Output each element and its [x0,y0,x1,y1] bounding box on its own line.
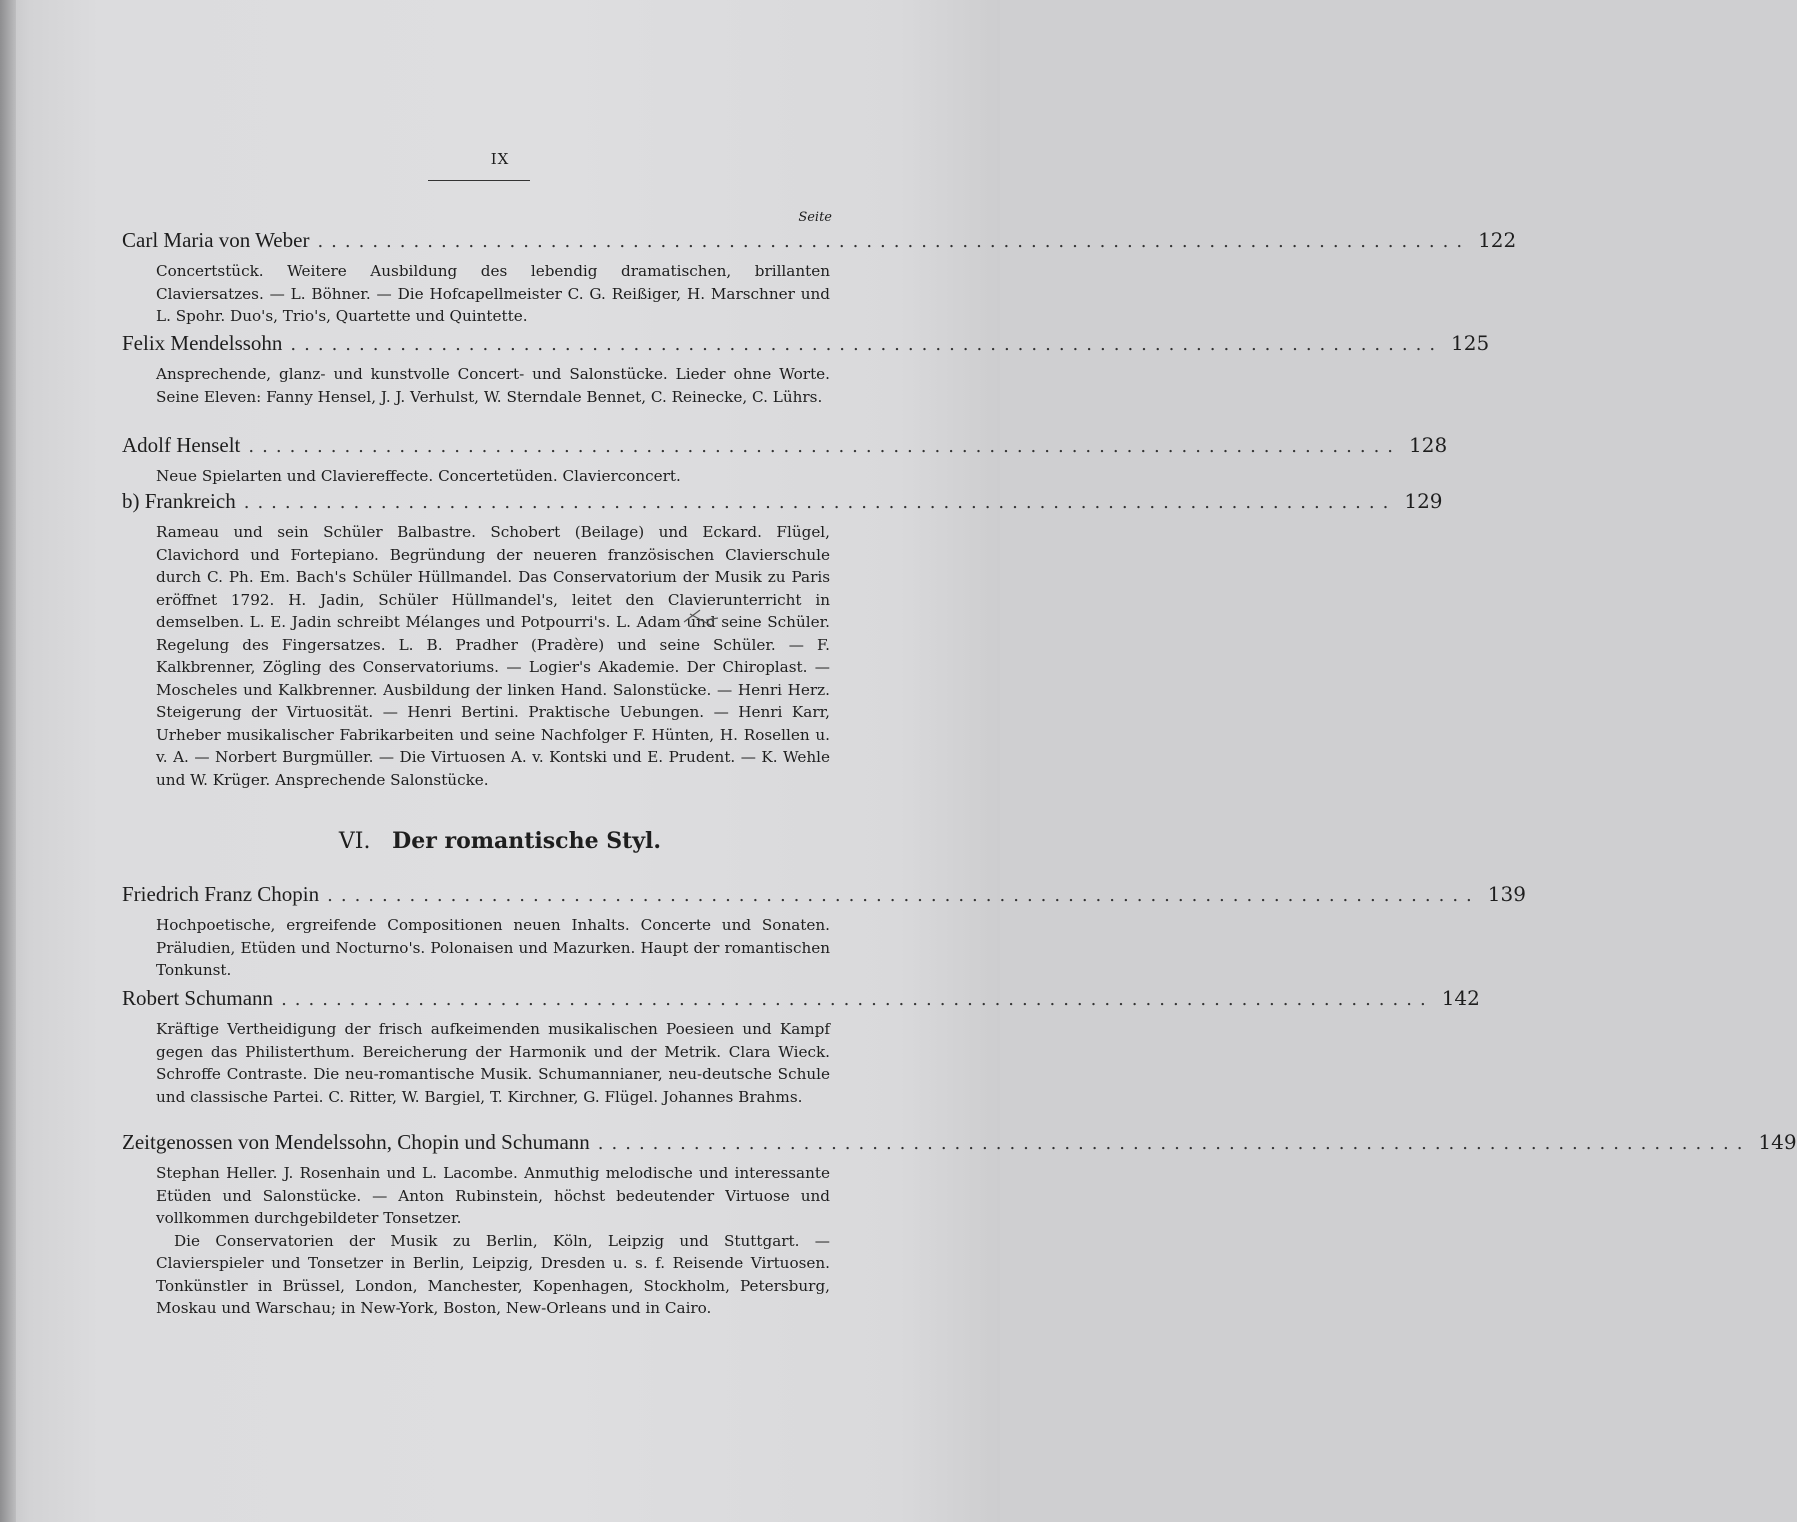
entry-description-continued: Die Conservatorien der Musik zu Berlin, Köln, Leipzig und Stuttgart. — Clavierspieler und Tonsetzer in Berlin, Leipzig, Dresden u. s. f. Reisende Virtuosen. Tonkünstler in Brüssel, London, Manchester, Kopenhagen, Stockholm, Petersburg, Moskau und Warschau; in New-York, Boston, New-Orleans und in Cairo. [156,1231,830,1317]
toc-entry-schumann [122,984,1480,1108]
entry-title: Friedrich Franz Chopin [122,882,320,906]
entry-description: Stephan Heller. J. Rosenhain und L. Lacombe. Anmuthig melodische und interessante Etüden und Salonstücke. — Anton Rubinstein, höchst bedeutender Virtuose und vollkommen durchgebildeter Tonsetzer. [156,1164,830,1227]
toc-entry-henselt [122,431,1448,488]
leader-dots: .................................................................................... [243,492,1397,513]
entry-page-number: 139 [1487,882,1526,906]
entry-page-number: 129 [1404,489,1443,513]
entry-description: Hochpoetische, ergreifende Compositionen neuen Inhalts. Concerte und Sonaten. Präludien, Etüden und Nocturno's. Polonaisen und Mazurken. Haupt der romantischen Tonkunst. [156,916,830,979]
entry-title: Adolf Henselt [122,433,241,457]
leader-dots: .................................................................................... [327,885,1480,906]
page-number: IX [490,150,510,168]
pencil-mark-icon [682,604,722,634]
leader-dots: .................................................................................... [248,436,1402,457]
section-heading [0,828,1000,854]
page-gutter [0,0,16,1522]
entry-title: Felix Mendelssohn [122,331,283,355]
entry-description: Concertstück. Weitere Ausbildung des lebendig dramatischen, brillanten Claviersatzes. — L. Böhner. — Die Hofcapellmeister C. G. Reißiger, H. Marschner und L. Spohr. Duo's, Trio's, Quartette und Quintette. [156,262,830,325]
section-title: Der romantische Styl. [392,828,662,854]
toc-entry-chopin [122,880,1526,982]
toc-entry-frankreich [122,487,1443,791]
entry-description: Rameau und sein Schüler Balbastre. Schobert (Beilage) und Eckard. Flügel, Clavichord und Fortepiano. Begründung der neueren französischen Clavierschule durch C. Ph. Em. Bach's Schüler Hüllmandel. Das Conservatorium der Musik zu Paris eröffnet 1792. H. Jadin, Schüler Hüllmandel's, leitet den Clavierunterricht in demselben. L. E. Jadin schreibt Mélanges und Potpourri's. L. Adam und seine Schüler. Regelung des Fingersatzes. L. B. Pradher (Pradère) und seine Schüler. — F. Kalkbrenner, Zögling des Conservatoriums. — Logier's Akademie. Der Chiroplast. — Moscheles und Kalkbrenner. Ausbildung der linken Hand. Salonstücke. — Henri Herz. Steigerung der Virtuosität. — Henri Bertini. Praktische Uebungen. — Henri Karr, Urheber musikalischer Fabrikarbeiten und seine Nachfolger F. Hünten, H. Rosellen u. v. A. — Norbert Burgmüller. — Die Virtuosen A. v. Kontski und E. Prudent. — K. Wehle und W. Krüger. Ansprechende Salonstücke. [156,523,830,789]
entry-description: Ansprechende, glanz- und kunstvolle Concert- und Salonstücke. Lieder ohne Worte. Seine Eleven: Fanny Hensel, J. J. Verhulst, W. Sterndale Bennet, C. Reinecke, C. Lührs. [156,365,830,406]
section-number: VI. [338,829,371,854]
leader-dots: .................................................................................... [597,1133,1751,1154]
entry-page-number: 149 [1758,1130,1797,1154]
entry-page-number: 142 [1441,986,1480,1010]
entry-title: Robert Schumann [122,986,274,1010]
leader-dots: .................................................................................... [281,989,1434,1010]
header-rule [428,180,530,181]
leader-dots: .................................................................................... [290,334,1444,355]
entry-title: Zeitgenossen von Mendelssohn, Chopin und Schumann [122,1130,590,1154]
entry-page-number: 122 [1478,228,1517,252]
entry-title: b) Frankreich [122,489,236,513]
toc-entry-weber [122,226,1517,328]
leader-dots: .................................................................................... [317,231,1471,252]
entry-title: Carl Maria von Weber [122,228,310,252]
toc-entry-mendelssohn [122,329,1490,408]
entry-page-number: 125 [1451,331,1490,355]
toc-entry-zeitgenossen [122,1128,1797,1320]
seite-label: Seite [798,210,832,225]
entry-description: Kräftige Vertheidigung der frisch aufkeimenden musikalischen Poesieen und Kampf gegen das Philisterthum. Bereicherung der Harmonik und der Metrik. Clara Wieck. Schroffe Contraste. Die neu-romantische Musik. Schumannianer, neu-deutsche Schule und classische Partei. C. Ritter, W. Bargiel, T. Kirchner, G. Flügel. Johannes Brahms. [156,1020,830,1106]
entry-page-number: 128 [1409,433,1448,457]
entry-description: Neue Spielarten und Claviereffecte. Concertetüden. Clavierconcert. [156,467,681,485]
